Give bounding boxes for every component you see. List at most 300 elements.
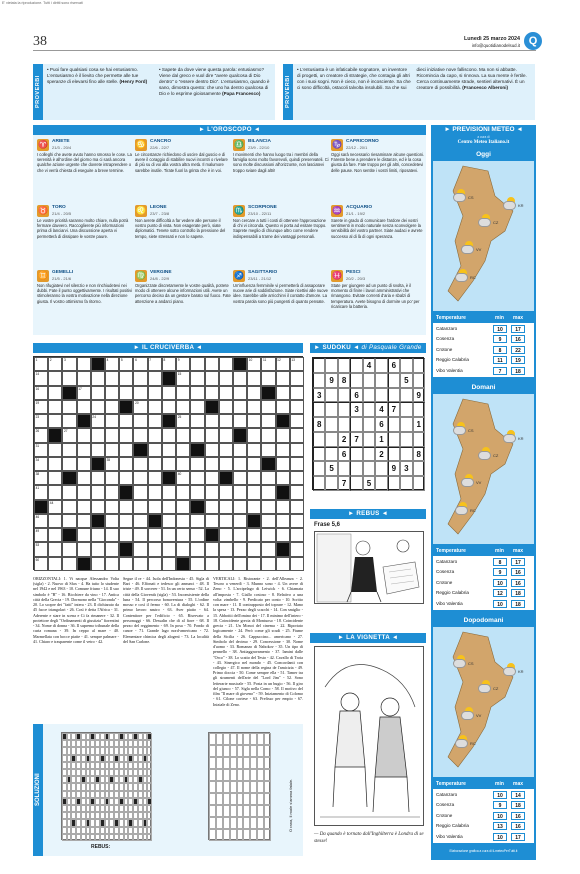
sudoku-cell[interactable] bbox=[338, 388, 350, 403]
sudoku-cell[interactable] bbox=[413, 432, 425, 447]
crossword-cell[interactable] bbox=[290, 371, 304, 385]
crossword-cell[interactable] bbox=[233, 557, 247, 571]
crossword-cell[interactable] bbox=[219, 457, 233, 471]
sudoku-cell[interactable] bbox=[413, 461, 425, 476]
crossword-cell[interactable] bbox=[77, 357, 91, 371]
crossword-cell[interactable] bbox=[133, 371, 147, 385]
crossword-cell[interactable] bbox=[290, 514, 304, 528]
sudoku-cell[interactable] bbox=[413, 373, 425, 388]
sudoku-cell[interactable] bbox=[388, 432, 400, 447]
crossword-cell[interactable] bbox=[176, 528, 190, 542]
crossword-cell[interactable] bbox=[34, 386, 48, 400]
sudoku-cell[interactable] bbox=[338, 461, 350, 476]
crossword-cell[interactable] bbox=[34, 514, 48, 528]
crossword-cell[interactable] bbox=[34, 371, 48, 385]
crossword-cell[interactable] bbox=[290, 386, 304, 400]
crossword-cell[interactable] bbox=[48, 485, 62, 499]
crossword-cell[interactable] bbox=[276, 528, 290, 542]
crossword-cell[interactable] bbox=[119, 457, 133, 471]
crossword-cell[interactable] bbox=[247, 386, 261, 400]
crossword-cell[interactable] bbox=[247, 414, 261, 428]
crossword-cell[interactable] bbox=[205, 357, 219, 371]
sudoku-cell[interactable] bbox=[313, 358, 325, 373]
sudoku-cell[interactable] bbox=[313, 461, 325, 476]
crossword-cell[interactable] bbox=[219, 500, 233, 514]
crossword-cell[interactable] bbox=[247, 557, 261, 571]
crossword-cell[interactable] bbox=[148, 414, 162, 428]
crossword-cell[interactable] bbox=[290, 443, 304, 457]
crossword-cell[interactable] bbox=[133, 485, 147, 499]
sudoku-cell[interactable] bbox=[400, 402, 412, 417]
crossword-cell[interactable] bbox=[190, 457, 204, 471]
crossword-cell[interactable] bbox=[205, 471, 219, 485]
crossword-cell[interactable] bbox=[233, 514, 247, 528]
crossword-cell[interactable] bbox=[119, 428, 133, 442]
crossword-cell[interactable] bbox=[91, 542, 105, 556]
crossword-cell[interactable] bbox=[162, 457, 176, 471]
sudoku-cell[interactable] bbox=[363, 417, 375, 432]
crossword-cell[interactable] bbox=[62, 400, 76, 414]
crossword-cell[interactable] bbox=[77, 457, 91, 471]
crossword-cell[interactable] bbox=[162, 542, 176, 556]
sudoku-cell[interactable] bbox=[388, 476, 400, 491]
crossword-cell[interactable] bbox=[219, 414, 233, 428]
sudoku-cell[interactable] bbox=[363, 373, 375, 388]
crossword-cell[interactable] bbox=[190, 528, 204, 542]
crossword-cell[interactable] bbox=[91, 471, 105, 485]
crossword-cell[interactable] bbox=[276, 457, 290, 471]
sudoku-cell[interactable] bbox=[413, 476, 425, 491]
crossword-cell[interactable] bbox=[176, 457, 190, 471]
crossword-cell[interactable] bbox=[233, 414, 247, 428]
sudoku-cell[interactable] bbox=[350, 373, 362, 388]
crossword-cell[interactable] bbox=[119, 414, 133, 428]
crossword-cell[interactable] bbox=[261, 414, 275, 428]
crossword-cell[interactable] bbox=[247, 457, 261, 471]
crossword-cell[interactable] bbox=[105, 357, 119, 371]
crossword-cell[interactable] bbox=[162, 514, 176, 528]
crossword-cell[interactable] bbox=[247, 428, 261, 442]
crossword-cell[interactable] bbox=[133, 414, 147, 428]
crossword-cell[interactable] bbox=[176, 414, 190, 428]
crossword-cell[interactable] bbox=[190, 371, 204, 385]
crossword-cell[interactable] bbox=[133, 357, 147, 371]
crossword-cell[interactable] bbox=[34, 471, 48, 485]
crossword-cell[interactable] bbox=[276, 471, 290, 485]
crossword-cell[interactable] bbox=[247, 542, 261, 556]
crossword-cell[interactable] bbox=[91, 500, 105, 514]
sudoku-cell[interactable] bbox=[325, 358, 337, 373]
crossword-cell[interactable] bbox=[148, 542, 162, 556]
crossword-cell[interactable] bbox=[205, 443, 219, 457]
crossword-cell[interactable] bbox=[219, 542, 233, 556]
crossword-cell[interactable] bbox=[205, 514, 219, 528]
crossword-cell[interactable] bbox=[105, 485, 119, 499]
crossword-cell[interactable] bbox=[176, 471, 190, 485]
crossword-cell[interactable] bbox=[48, 471, 62, 485]
crossword-cell[interactable] bbox=[162, 500, 176, 514]
sudoku-cell[interactable] bbox=[400, 432, 412, 447]
crossword-cell[interactable] bbox=[34, 528, 48, 542]
sudoku-cell[interactable] bbox=[313, 476, 325, 491]
sudoku-cell[interactable] bbox=[363, 388, 375, 403]
crossword-cell[interactable] bbox=[190, 400, 204, 414]
crossword-cell[interactable] bbox=[105, 428, 119, 442]
crossword-cell[interactable] bbox=[119, 514, 133, 528]
crossword-cell[interactable] bbox=[290, 414, 304, 428]
crossword-cell[interactable] bbox=[176, 514, 190, 528]
sudoku-cell[interactable] bbox=[350, 461, 362, 476]
crossword-cell[interactable] bbox=[176, 428, 190, 442]
crossword-cell[interactable] bbox=[233, 443, 247, 457]
crossword-cell[interactable] bbox=[62, 371, 76, 385]
crossword-cell[interactable] bbox=[77, 371, 91, 385]
sudoku-cell[interactable] bbox=[375, 358, 387, 373]
crossword-cell[interactable] bbox=[105, 528, 119, 542]
crossword-cell[interactable] bbox=[276, 500, 290, 514]
crossword-cell[interactable] bbox=[34, 428, 48, 442]
crossword-cell[interactable] bbox=[91, 400, 105, 414]
crossword-cell[interactable] bbox=[91, 528, 105, 542]
crossword-cell[interactable] bbox=[62, 514, 76, 528]
crossword-cell[interactable] bbox=[48, 357, 62, 371]
crossword-cell[interactable] bbox=[261, 528, 275, 542]
sudoku-cell[interactable] bbox=[388, 447, 400, 462]
sudoku-cell[interactable] bbox=[350, 417, 362, 432]
crossword-cell[interactable] bbox=[176, 500, 190, 514]
crossword-cell[interactable] bbox=[261, 542, 275, 556]
crossword-cell[interactable] bbox=[276, 557, 290, 571]
crossword-cell[interactable] bbox=[190, 471, 204, 485]
crossword-cell[interactable] bbox=[219, 371, 233, 385]
crossword-cell[interactable] bbox=[233, 500, 247, 514]
crossword-cell[interactable] bbox=[148, 557, 162, 571]
crossword-cell[interactable] bbox=[133, 471, 147, 485]
crossword-cell[interactable] bbox=[261, 428, 275, 442]
sudoku-cell[interactable] bbox=[400, 476, 412, 491]
sudoku-cell[interactable] bbox=[350, 476, 362, 491]
crossword-cell[interactable] bbox=[219, 357, 233, 371]
sudoku-cell[interactable] bbox=[375, 461, 387, 476]
crossword-cell[interactable] bbox=[190, 386, 204, 400]
crossword-cell[interactable] bbox=[247, 357, 261, 371]
sudoku-cell[interactable] bbox=[375, 373, 387, 388]
crossword-cell[interactable] bbox=[176, 371, 190, 385]
crossword-cell[interactable] bbox=[233, 485, 247, 499]
crossword-cell[interactable] bbox=[105, 414, 119, 428]
crossword-cell[interactable] bbox=[34, 414, 48, 428]
crossword-cell[interactable] bbox=[48, 557, 62, 571]
crossword-cell[interactable] bbox=[219, 386, 233, 400]
crossword-cell[interactable] bbox=[233, 371, 247, 385]
crossword-cell[interactable] bbox=[91, 485, 105, 499]
crossword-cell[interactable] bbox=[205, 500, 219, 514]
sudoku-cell[interactable] bbox=[388, 417, 400, 432]
crossword-cell[interactable] bbox=[62, 357, 76, 371]
crossword-cell[interactable] bbox=[190, 557, 204, 571]
crossword-cell[interactable] bbox=[34, 542, 48, 556]
crossword-cell[interactable] bbox=[119, 443, 133, 457]
sudoku-cell[interactable] bbox=[400, 447, 412, 462]
crossword-cell[interactable] bbox=[133, 400, 147, 414]
crossword-cell[interactable] bbox=[148, 471, 162, 485]
sudoku-cell[interactable] bbox=[413, 358, 425, 373]
crossword-cell[interactable] bbox=[176, 386, 190, 400]
crossword-cell[interactable] bbox=[91, 557, 105, 571]
crossword-cell[interactable] bbox=[119, 471, 133, 485]
crossword-cell[interactable] bbox=[133, 542, 147, 556]
sudoku-cell[interactable] bbox=[325, 476, 337, 491]
crossword-cell[interactable] bbox=[62, 542, 76, 556]
crossword-cell[interactable] bbox=[247, 443, 261, 457]
crossword-cell[interactable] bbox=[276, 371, 290, 385]
crossword-cell[interactable] bbox=[176, 443, 190, 457]
crossword-cell[interactable] bbox=[148, 500, 162, 514]
crossword-cell[interactable] bbox=[205, 414, 219, 428]
sudoku-cell[interactable] bbox=[338, 402, 350, 417]
crossword-cell[interactable] bbox=[219, 400, 233, 414]
sudoku-cell[interactable] bbox=[313, 447, 325, 462]
sudoku-cell[interactable] bbox=[350, 447, 362, 462]
sudoku-cell[interactable] bbox=[363, 432, 375, 447]
crossword-cell[interactable] bbox=[190, 357, 204, 371]
crossword-cell[interactable] bbox=[62, 485, 76, 499]
crossword-cell[interactable] bbox=[133, 557, 147, 571]
crossword-cell[interactable] bbox=[148, 443, 162, 457]
sudoku-cell[interactable] bbox=[325, 402, 337, 417]
crossword-cell[interactable] bbox=[190, 514, 204, 528]
crossword-cell[interactable] bbox=[77, 471, 91, 485]
sudoku-cell[interactable] bbox=[400, 388, 412, 403]
crossword-cell[interactable] bbox=[34, 443, 48, 457]
crossword-cell[interactable] bbox=[148, 371, 162, 385]
crossword-cell[interactable] bbox=[233, 457, 247, 471]
crossword-cell[interactable] bbox=[48, 457, 62, 471]
crossword-cell[interactable] bbox=[247, 471, 261, 485]
crossword-cell[interactable] bbox=[190, 485, 204, 499]
sudoku-cell[interactable] bbox=[338, 358, 350, 373]
crossword-cell[interactable] bbox=[119, 386, 133, 400]
crossword-cell[interactable] bbox=[48, 500, 62, 514]
crossword-cell[interactable] bbox=[290, 557, 304, 571]
crossword-cell[interactable] bbox=[91, 371, 105, 385]
crossword-cell[interactable] bbox=[162, 528, 176, 542]
sudoku-cell[interactable] bbox=[363, 447, 375, 462]
crossword-cell[interactable] bbox=[276, 400, 290, 414]
crossword-cell[interactable] bbox=[48, 400, 62, 414]
crossword-cell[interactable] bbox=[261, 471, 275, 485]
crossword-cell[interactable] bbox=[219, 528, 233, 542]
crossword-cell[interactable] bbox=[48, 514, 62, 528]
crossword-cell[interactable] bbox=[148, 400, 162, 414]
crossword-cell[interactable] bbox=[91, 386, 105, 400]
crossword-cell[interactable] bbox=[276, 443, 290, 457]
crossword-cell[interactable] bbox=[133, 457, 147, 471]
sudoku-cell[interactable] bbox=[388, 388, 400, 403]
crossword-cell[interactable] bbox=[190, 542, 204, 556]
crossword-cell[interactable] bbox=[205, 557, 219, 571]
crossword-cell[interactable] bbox=[62, 457, 76, 471]
sudoku-cell[interactable] bbox=[338, 417, 350, 432]
crossword-cell[interactable] bbox=[148, 386, 162, 400]
sudoku-cell[interactable] bbox=[325, 417, 337, 432]
crossword-cell[interactable] bbox=[162, 443, 176, 457]
sudoku-cell[interactable] bbox=[313, 432, 325, 447]
crossword-cell[interactable] bbox=[62, 428, 76, 442]
crossword-cell[interactable] bbox=[148, 485, 162, 499]
crossword-cell[interactable] bbox=[176, 542, 190, 556]
crossword-cell[interactable] bbox=[48, 414, 62, 428]
crossword-cell[interactable] bbox=[48, 386, 62, 400]
crossword-cell[interactable] bbox=[290, 471, 304, 485]
crossword-cell[interactable] bbox=[205, 542, 219, 556]
crossword-cell[interactable] bbox=[162, 485, 176, 499]
crossword-cell[interactable] bbox=[261, 357, 275, 371]
sudoku-cell[interactable] bbox=[313, 373, 325, 388]
crossword-cell[interactable] bbox=[176, 485, 190, 499]
crossword-cell[interactable] bbox=[219, 485, 233, 499]
crossword-cell[interactable] bbox=[261, 485, 275, 499]
crossword-cell[interactable] bbox=[91, 428, 105, 442]
crossword-cell[interactable] bbox=[261, 400, 275, 414]
sudoku-cell[interactable] bbox=[325, 388, 337, 403]
crossword-cell[interactable] bbox=[105, 371, 119, 385]
sudoku-cell[interactable] bbox=[363, 461, 375, 476]
crossword-cell[interactable] bbox=[105, 500, 119, 514]
crossword-cell[interactable] bbox=[119, 500, 133, 514]
crossword-cell[interactable] bbox=[77, 514, 91, 528]
crossword-cell[interactable] bbox=[261, 557, 275, 571]
crossword-cell[interactable] bbox=[233, 471, 247, 485]
crossword-cell[interactable] bbox=[276, 357, 290, 371]
crossword-cell[interactable] bbox=[34, 457, 48, 471]
crossword-cell[interactable] bbox=[148, 528, 162, 542]
crossword-cell[interactable] bbox=[290, 400, 304, 414]
crossword-cell[interactable] bbox=[105, 400, 119, 414]
crossword-cell[interactable] bbox=[233, 400, 247, 414]
crossword-cell[interactable] bbox=[233, 528, 247, 542]
sudoku-cell[interactable] bbox=[375, 388, 387, 403]
crossword-cell[interactable] bbox=[261, 371, 275, 385]
crossword-cell[interactable] bbox=[77, 443, 91, 457]
sudoku-cell[interactable] bbox=[375, 476, 387, 491]
crossword-cell[interactable] bbox=[162, 428, 176, 442]
crossword-cell[interactable] bbox=[133, 500, 147, 514]
crossword-cell[interactable] bbox=[290, 528, 304, 542]
crossword-cell[interactable] bbox=[48, 443, 62, 457]
crossword-cell[interactable] bbox=[162, 557, 176, 571]
crossword-cell[interactable] bbox=[77, 542, 91, 556]
crossword-cell[interactable] bbox=[91, 414, 105, 428]
crossword-cell[interactable] bbox=[77, 386, 91, 400]
crossword-cell[interactable] bbox=[205, 386, 219, 400]
crossword-cell[interactable] bbox=[148, 357, 162, 371]
crossword-cell[interactable] bbox=[190, 428, 204, 442]
crossword-cell[interactable] bbox=[119, 557, 133, 571]
crossword-cell[interactable] bbox=[261, 514, 275, 528]
crossword-cell[interactable] bbox=[162, 400, 176, 414]
crossword-cell[interactable] bbox=[62, 414, 76, 428]
sudoku-cell[interactable] bbox=[400, 417, 412, 432]
crossword-cell[interactable] bbox=[105, 443, 119, 457]
crossword-cell[interactable] bbox=[105, 471, 119, 485]
crossword-cell[interactable] bbox=[162, 357, 176, 371]
crossword-cell[interactable] bbox=[276, 428, 290, 442]
crossword-cell[interactable] bbox=[205, 485, 219, 499]
crossword-cell[interactable] bbox=[219, 514, 233, 528]
crossword-cell[interactable] bbox=[261, 443, 275, 457]
crossword-cell[interactable] bbox=[148, 457, 162, 471]
crossword-cell[interactable] bbox=[48, 528, 62, 542]
crossword-cell[interactable] bbox=[148, 428, 162, 442]
crossword-cell[interactable] bbox=[105, 542, 119, 556]
sudoku-cell[interactable] bbox=[325, 432, 337, 447]
crossword-cell[interactable] bbox=[205, 371, 219, 385]
crossword-cell[interactable] bbox=[247, 400, 261, 414]
sudoku-cell[interactable] bbox=[388, 373, 400, 388]
crossword-cell[interactable] bbox=[133, 386, 147, 400]
crossword-cell[interactable] bbox=[105, 457, 119, 471]
crossword-cell[interactable] bbox=[290, 542, 304, 556]
crossword-cell[interactable] bbox=[233, 386, 247, 400]
crossword-cell[interactable] bbox=[77, 485, 91, 499]
crossword-cell[interactable] bbox=[205, 428, 219, 442]
crossword-cell[interactable] bbox=[133, 428, 147, 442]
crossword-cell[interactable] bbox=[290, 485, 304, 499]
crossword-cell[interactable] bbox=[233, 542, 247, 556]
crossword-cell[interactable] bbox=[290, 500, 304, 514]
crossword-cell[interactable] bbox=[34, 400, 48, 414]
crossword-cell[interactable] bbox=[247, 500, 261, 514]
crossword-cell[interactable] bbox=[176, 400, 190, 414]
crossword-cell[interactable] bbox=[62, 500, 76, 514]
crossword-cell[interactable] bbox=[105, 514, 119, 528]
sudoku-cell[interactable] bbox=[325, 447, 337, 462]
crossword-cell[interactable] bbox=[190, 414, 204, 428]
sudoku-cell[interactable] bbox=[363, 402, 375, 417]
crossword-cell[interactable] bbox=[105, 557, 119, 571]
crossword-cell[interactable] bbox=[290, 428, 304, 442]
crossword-cell[interactable] bbox=[133, 514, 147, 528]
crossword-cell[interactable] bbox=[119, 528, 133, 542]
crossword-cell[interactable] bbox=[290, 457, 304, 471]
sudoku-cell[interactable] bbox=[413, 402, 425, 417]
crossword-cell[interactable] bbox=[261, 500, 275, 514]
crossword-cell[interactable] bbox=[247, 528, 261, 542]
crossword-cell[interactable] bbox=[276, 514, 290, 528]
crossword-cell[interactable] bbox=[34, 485, 48, 499]
crossword-cell[interactable] bbox=[77, 500, 91, 514]
crossword-cell[interactable] bbox=[205, 457, 219, 471]
sudoku-cell[interactable] bbox=[350, 358, 362, 373]
header-email[interactable]: info@quotidianodelsud.it bbox=[471, 43, 520, 48]
crossword-cell[interactable] bbox=[219, 443, 233, 457]
crossword-cell[interactable] bbox=[105, 386, 119, 400]
crossword-cell[interactable] bbox=[77, 528, 91, 542]
crossword-cell[interactable] bbox=[176, 357, 190, 371]
crossword-cell[interactable] bbox=[219, 557, 233, 571]
crossword-cell[interactable] bbox=[34, 357, 48, 371]
crossword-cell[interactable] bbox=[247, 371, 261, 385]
sudoku-cell[interactable] bbox=[400, 358, 412, 373]
crossword-cell[interactable] bbox=[62, 443, 76, 457]
crossword-cell[interactable] bbox=[162, 386, 176, 400]
crossword-cell[interactable] bbox=[62, 557, 76, 571]
crossword-cell[interactable] bbox=[91, 443, 105, 457]
crossword-cell[interactable] bbox=[48, 371, 62, 385]
crossword-cell[interactable] bbox=[119, 371, 133, 385]
crossword-cell[interactable] bbox=[48, 542, 62, 556]
